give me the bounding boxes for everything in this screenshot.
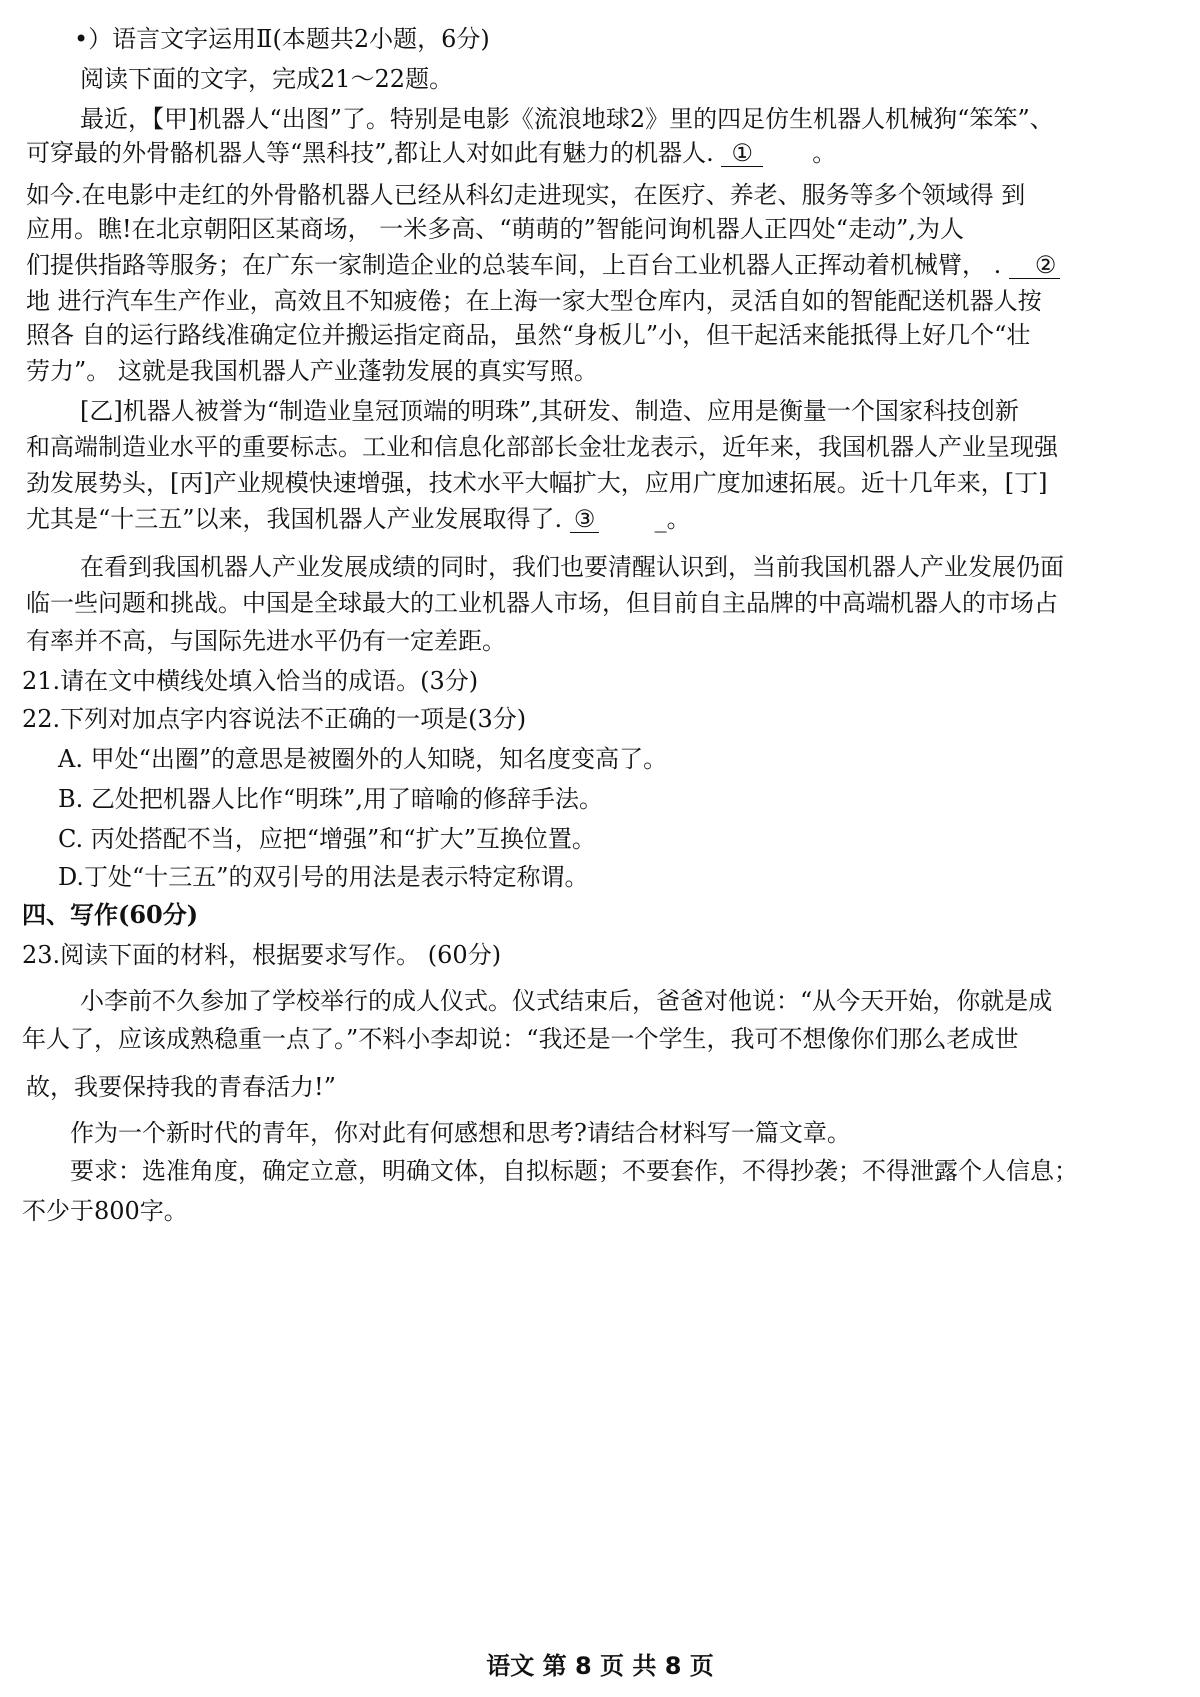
passage-line: 应用。瞧!在北京朝阳区某商场， 一米多高、“萌萌的”智能问询机器人正四处“走动”,为人: [26, 215, 964, 243]
passage-text: 尤其是“十三五”以来，我国机器人产业发展取得了.: [26, 505, 563, 533]
blank-1: ①: [721, 140, 763, 167]
material-line: 年人了，应该成熟稳重一点了。”不料小李却说：“我还是一个学生，我可不想像你们那么老成世: [22, 1025, 1019, 1053]
material-line: 小李前不久参加了学校举行的成人仪式。仪式结束后，爸爸对他说：“从今天开始，你就是成: [80, 987, 1053, 1015]
blank-3: ③: [570, 506, 600, 533]
section-header: •）语言文字运用Ⅱ(本题共2小题，6分): [74, 25, 490, 53]
passage-line: [26, 138, 836, 168]
passage-text: 们提供指路等服务；在广东一家制造企业的总装车间，上百台工业机器人正挥动着机械臂， .: [26, 251, 1002, 279]
option-a: A. 甲处“出圈”的意思是被圈外的人知晓，知名度变高了。: [58, 745, 668, 773]
passage-line: 劲发展势头，[丙]产业规模快速增强，技术水平大幅扩大，应用广度加速拓展。近十几年来，[丁]: [26, 469, 1048, 497]
passage-line: 在看到我国机器人产业发展成绩的同时，我们也要清醒认识到，当前我国机器人产业发展仍面: [80, 553, 1064, 581]
passage-line: 劳力”。 这就是我国机器人产业蓬勃发展的真实写照。: [26, 357, 598, 385]
passage-line: 照各 自的运行路线准确定位并搬运指定商品，虽然“身板儿”小，但干起活来能抵得上好几个“壮: [26, 321, 1031, 349]
option-b: B. 乙处把机器人比作“明珠”,用了暗喻的修辞手法。: [58, 785, 604, 813]
requirements-line: 不少于800字。: [22, 1197, 188, 1225]
page-footer: 语文 第 8 页 共 8 页: [486, 1652, 714, 1680]
passage-line: 地 进行汽车生产作业，高效且不知疲倦；在上海一家大型仓库内，灵活自如的智能配送机器人按: [26, 287, 1042, 315]
passage-line: 有率并不高，与国际先进水平仍有一定差距。: [26, 627, 506, 655]
question-23: 23.阅读下面的材料，根据要求写作。 (60分): [22, 941, 502, 969]
passage-line: [乙]机器人被誉为“制造业皇冠顶端的明珠”,其研发、制造、应用是衡量一个国家科技创新: [80, 397, 1019, 425]
instruction: 阅读下面的文字，完成21～22题。: [80, 65, 454, 93]
passage-line: [26, 250, 1060, 280]
passage-line: 临一些问题和挑战。中国是全球最大的工业机器人市场，但目前自主品牌的中高端机器人的市场占: [26, 589, 1058, 617]
option-d: D.丁处“十三五”的双引号的用法是表示特定称谓。: [58, 863, 589, 891]
requirements-line: 要求：选准角度，确定立意，明确文体，自拟标题；不要套作，不得抄袭；不得泄露个人信息；: [70, 1157, 1078, 1185]
question-22: 22.下列对加点字内容说法不正确的一项是(3分): [22, 705, 527, 733]
passage-text: _。: [654, 505, 691, 533]
material-line: 故，我要保持我的青春活力!”: [26, 1073, 336, 1101]
passage-text: 可穿最的外骨骼机器人等“黑科技”,都让人对如此有魅力的机器人.: [26, 139, 714, 167]
option-c: C. 丙处搭配不当，应把“增强”和“扩大”互换位置。: [58, 825, 596, 853]
passage-text: 。: [812, 139, 837, 167]
writing-prompt: 作为一个新时代的青年，你对此有何感想和思考?请结合材料写一篇文章。: [70, 1119, 851, 1147]
passage-line: [26, 504, 691, 534]
passage-line: 最近，【甲]机器人“出图”了。特别是电影《流浪地球2》里的四足仿生机器人机械狗“笨笨”、: [80, 105, 1054, 133]
writing-header: 四、写作(60分): [22, 900, 199, 929]
passage-line: 和高端制造业水平的重要标志。工业和信息化部部长金壮龙表示，近年来，我国机器人产业呈现强: [26, 433, 1058, 461]
blank-2: ②: [1009, 252, 1061, 279]
question-21: 21.请在文中横线处填入恰当的成语。(3分): [22, 667, 479, 695]
passage-line: 如今.在电影中走红的外骨骼机器人已经从科幻走进现实，在医疗、养老、服务等多个领域得 到: [26, 181, 1026, 209]
